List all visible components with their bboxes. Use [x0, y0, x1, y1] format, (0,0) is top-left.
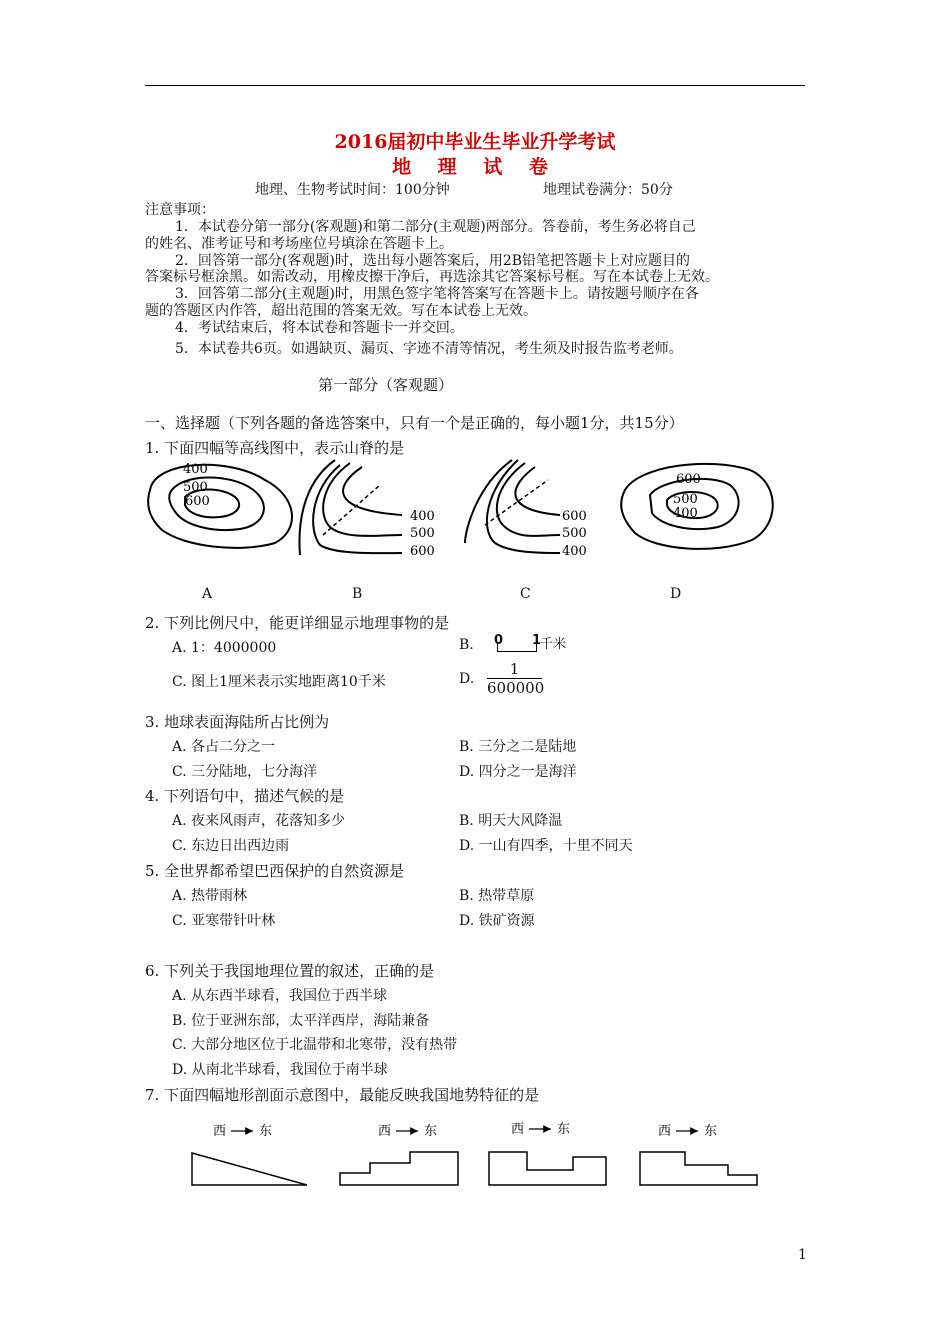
paper-subtitle: 地 理 试 卷	[392, 156, 558, 178]
q6-option-b: B. 位于亚洲东部，太平洋西岸，海陆兼备	[172, 1013, 430, 1029]
profile-a	[192, 1153, 307, 1185]
q3-stem: 3. 地球表面海陆所占比例为	[145, 713, 330, 731]
q6-option-d: D. 从南北半球看，我国位于南半球	[172, 1062, 388, 1078]
exam-time: 地理、生物考试时间：100分钟	[255, 182, 450, 198]
profile-b-east: 东	[424, 1124, 438, 1139]
note-1a: 1．本试卷分第一部分(客观题)和第二部分(主观题)两部分。答卷前，考生务必将自己	[175, 219, 696, 235]
contour-map-b	[299, 460, 402, 555]
note-2b: 答案标号框涂黑。如需改动，用橡皮擦干净后，再选涂其它答案标号框。写在本试卷上无效。	[145, 269, 719, 285]
contour-c-label-3: 400	[562, 544, 587, 559]
profile-d	[640, 1152, 757, 1185]
contour-b-label-1: 400	[410, 509, 435, 524]
contour-a-label-1: 400	[183, 462, 208, 477]
profile-a-east: 东	[259, 1124, 273, 1139]
q7-profile-figures	[185, 1115, 770, 1195]
q1-label-d: D	[670, 586, 682, 602]
contour-b-label-2: 500	[410, 526, 435, 541]
q4-option-c: C. 东边日出西边雨	[172, 838, 290, 854]
notes-heading: 注意事项：	[145, 202, 215, 218]
profile-b-west: 西	[378, 1124, 392, 1139]
q6-stem: 6. 下列关于我国地理位置的叙述，正确的是	[145, 962, 435, 980]
note-2a: 2．回答第一部分(客观题)时，选出每小题答案后，用2B铅笔把答题卡上对应题目的	[175, 253, 691, 269]
profile-b	[340, 1152, 458, 1185]
q2-option-c: C. 图上1厘米表示实地距离10千米	[172, 674, 386, 690]
q4-option-d: D. 一山有四季，十里不同天	[459, 838, 633, 854]
q5-option-b: B. 热带草原	[459, 888, 535, 904]
scale-line	[497, 644, 537, 652]
q5-stem: 5. 全世界都希望巴西保护的自然资源是	[145, 862, 405, 880]
q5-option-c: C. 亚寒带针叶林	[172, 913, 276, 929]
note-3b: 题的答题区内作答，超出范围的答案无效。写在本试卷上无效。	[145, 303, 537, 319]
note-3a: 3．回答第二部分(主观题)时，用黑色签字笔将答案写在答题卡上。请按题号顺序在各	[175, 286, 699, 302]
full-score: 地理试卷满分：50分	[543, 182, 673, 198]
q4-stem: 4. 下列语句中，描述气候的是	[145, 787, 345, 805]
q3-option-b: B. 三分之二是陆地	[459, 739, 577, 755]
q1-label-b: B	[352, 586, 363, 602]
scale-end: 1	[532, 633, 542, 648]
contour-map-a	[148, 465, 292, 548]
note-5: 5．本试卷共6页。如遇缺页、漏页、字迹不清等情况，考生须及时报告监考老师。	[175, 341, 683, 357]
q1-stem: 1. 下面四幅等高线图中，表示山脊的是	[145, 439, 405, 457]
profile-c	[489, 1152, 606, 1185]
section-heading: 一、选择题（下列各题的备选答案中，只有一个是正确的，每小题1分，共15分）	[145, 414, 684, 432]
q3-option-a: A. 各占二分之一	[172, 739, 276, 755]
q6-option-a: A. 从东西半球看，我国位于西半球	[172, 988, 388, 1004]
contour-a-label-3: 600	[185, 494, 210, 509]
q3-option-d: D. 四分之一是海洋	[459, 764, 577, 780]
q1-label-a: A	[202, 586, 213, 602]
q4-option-a: A. 夜来风雨声，花落知多少	[172, 813, 346, 829]
fraction-numerator: 1	[487, 660, 542, 679]
q1-contour-figures	[140, 455, 780, 565]
profile-d-east: 东	[704, 1124, 718, 1139]
q1-label-c: C	[520, 586, 531, 602]
scale-unit: 千米	[540, 637, 567, 652]
page-number: 1	[798, 1247, 807, 1263]
contour-d-label-1: 600	[676, 472, 701, 487]
q5-option-d: D. 铁矿资源	[459, 913, 535, 929]
fraction-denominator: 600000	[487, 679, 545, 697]
q4-option-b: B. 明天大风降温	[459, 813, 563, 829]
q2-option-a: A. 1：4000000	[172, 640, 277, 656]
profile-a-west: 西	[213, 1124, 227, 1139]
contour-c-label-1: 600	[562, 509, 587, 524]
scale-start: 0	[494, 633, 504, 648]
contour-c-label-2: 500	[562, 526, 587, 541]
q6-option-c: C. 大部分地区位于北温带和北寒带，没有热带	[172, 1037, 458, 1053]
q2-fraction	[487, 660, 545, 697]
note-4: 4．考试结束后，将本试卷和答题卡一并交回。	[175, 320, 464, 336]
contour-d-label-2: 500	[673, 492, 698, 507]
profile-c-east: 东	[557, 1122, 571, 1137]
contour-b-label-3: 600	[410, 544, 435, 559]
q2-scale-bar	[492, 633, 582, 655]
part-one-heading: 第一部分（客观题）	[318, 376, 454, 394]
contour-a-label-2: 500	[183, 480, 208, 495]
exam-title: 2016届初中毕业生毕业升学考试	[334, 131, 616, 153]
q2-option-d-label: D.	[459, 671, 475, 687]
q7-stem: 7. 下面四幅地形剖面示意图中，最能反映我国地势特征的是	[145, 1086, 540, 1104]
q2-stem: 2. 下列比例尺中，能更详细显示地理事物的是	[145, 614, 450, 632]
profile-d-west: 西	[658, 1124, 672, 1139]
contour-map-c	[465, 460, 560, 553]
profile-c-west: 西	[511, 1122, 525, 1137]
header-rule	[145, 85, 805, 86]
q5-option-a: A. 热带雨林	[172, 888, 248, 904]
q2-option-b-label: B.	[459, 637, 474, 653]
contour-d-label-3: 400	[673, 506, 698, 521]
q3-option-c: C. 三分陆地，七分海洋	[172, 764, 318, 780]
note-1b: 的姓名、准考证号和考场座位号填涂在答题卡上。	[145, 236, 453, 252]
